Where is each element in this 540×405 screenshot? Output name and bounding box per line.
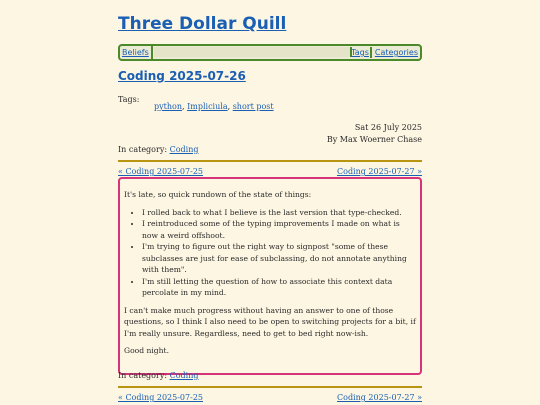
post-title-link[interactable]: Coding 2025-07-26 — [118, 69, 246, 83]
nav-left — [122, 46, 153, 59]
nav-link-categories[interactable]: Categories — [374, 48, 418, 57]
prev-post-link[interactable]: « Coding 2025-07-25 — [118, 167, 203, 176]
tag-link-python[interactable]: python — [154, 102, 182, 111]
category-line-bottom — [118, 371, 198, 380]
list-item: • I'm still letting the question of how to associate this context data percolate in my mind. — [142, 276, 416, 299]
list-item: • I rolled back to what I believe is the last version that type-checked. — [142, 207, 416, 219]
nav-bar — [118, 44, 422, 61]
prev-post-link[interactable]: « Coding 2025-07-25 — [118, 393, 203, 402]
category-label: In category: — [118, 145, 168, 154]
tag-link-short-post[interactable]: short post — [232, 102, 274, 111]
nav-separator — [370, 47, 372, 58]
nav-right — [349, 46, 418, 59]
post-paragraph: I can't make much progress without having an answer to one of those questions, so I think I also need to be open to switching projects for a bit, if I'm really unsure. Regardless, need to get to bed right now-ish. — [124, 305, 416, 338]
nav-spacer — [154, 47, 352, 57]
site-title-link[interactable]: Three Dollar Quill — [118, 14, 287, 34]
category-line-top — [118, 145, 198, 154]
next-post-link[interactable]: Coding 2025-07-27 » — [337, 393, 422, 402]
nav-link-tags[interactable]: Tags — [351, 48, 369, 57]
category-link[interactable]: Coding — [169, 145, 199, 154]
tags-label: Tags: — [118, 95, 140, 104]
post-date: Sat 26 July 2025 — [354, 123, 422, 132]
divider-bottom — [118, 386, 422, 388]
post-content — [118, 177, 422, 375]
nav-link-beliefs[interactable]: Beliefs — [122, 48, 149, 57]
list-item: • I'm trying to figure out the right way to signpost "some of these subclasses are just for ease of subclassing, do not annotate anything with them". — [142, 241, 416, 276]
tag-list: python, Impliciula, short post — [154, 102, 274, 111]
post-meta — [327, 122, 422, 146]
category-link[interactable]: Coding — [169, 371, 199, 380]
divider-top — [118, 160, 422, 162]
status-list — [124, 207, 416, 299]
tag-link-impliciula[interactable]: Impliciula — [187, 102, 228, 111]
post-author: By Max Woerner Chase — [326, 135, 422, 144]
list-item: • I reintroduced some of the typing improvements I made on what is now a weird offshoot. — [142, 218, 416, 241]
post-closing: Good night. — [124, 346, 170, 355]
next-post-link[interactable]: Coding 2025-07-27 » — [337, 167, 422, 176]
post-intro: It's late, so quick rundown of the state of things: — [124, 190, 312, 199]
category-label: In category: — [118, 371, 168, 380]
